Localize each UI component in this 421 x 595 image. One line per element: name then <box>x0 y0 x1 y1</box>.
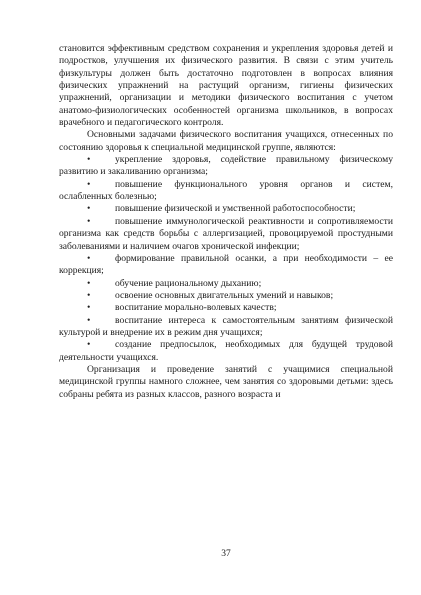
task-item <box>59 216 393 253</box>
task-item <box>59 253 393 278</box>
task-item <box>59 290 393 302</box>
task-item-text: повышение иммунологической реактивности и сопротивляемости организма как средств борьбы с аллергизацией, провоцируемой простудными заболеваниями и наличием очагов хронической инфекции; <box>59 215 393 252</box>
task-item-text: воспитание интереса к самостоятельным занятиям физической культурой и внедрение их в режим дня учащихся; <box>59 314 393 338</box>
bullet-icon: • <box>87 154 91 166</box>
task-item-text: обучение рациональному дыханию; <box>115 277 262 289</box>
bullet-icon: • <box>87 314 91 326</box>
task-item-text: формирование правильной осанки, а при необходимости – ее коррекция; <box>59 252 393 277</box>
bullet-icon: • <box>87 252 91 264</box>
page-number: 37 <box>221 549 231 559</box>
bullet-icon: • <box>87 277 91 289</box>
task-item <box>59 179 393 204</box>
task-item-text: освоение основных двигательных умений и навыков; <box>115 289 334 301</box>
task-item-text: укрепление здоровья, содействие правильному физическому развитию и закаливанию организма; <box>59 154 393 178</box>
task-item-text: воспитание морально-волевых качеств; <box>115 302 277 314</box>
bullet-icon: • <box>87 289 91 301</box>
bullet-icon: • <box>87 178 91 190</box>
task-item <box>59 339 393 364</box>
closing-paragraph: Организация и проведение занятий с учащимися специальной медицинской группы намного сложнее, чем занятия со здоровыми детьми: здесь собраны ребята из разных классов, разного возраста и <box>59 363 393 400</box>
task-item <box>59 203 393 215</box>
task-item <box>59 278 393 290</box>
bullet-icon: • <box>87 203 91 215</box>
tasks-intro-paragraph: Основными задачами физического воспитания учащихся, отнесенных по состоянию здоровья к специальной медицинской группе, являются: <box>59 129 393 153</box>
task-item-text: повышение физической и умственной работоспособности; <box>115 203 356 215</box>
bullet-icon: • <box>87 302 91 314</box>
task-item-text: создание предпосылок, необходимых для будущей трудовой деятельности учащихся. <box>59 339 393 363</box>
task-item <box>59 315 393 340</box>
task-item <box>59 302 393 314</box>
bullet-icon: • <box>87 339 91 351</box>
page-body <box>59 43 393 401</box>
intro-paragraph: становится эффективным средством сохранения и укрепления здоровья детей и подростков, улучшения их физического развития. В связи с этим учитель физкультуры должен быть достаточно подготовлен в вопросах влияния физических упражнений на растущий организм, гигиены физических упражнений, организации и методики физического воспитания с учетом анатомо-физиологических особенностей организма школьников, в вопросах врачебного и педагогического контроля. <box>59 43 393 129</box>
bullet-icon: • <box>87 215 91 227</box>
task-item <box>59 154 393 179</box>
task-item-text: повышение функционального уровня органов и систем, ослабленных болезнью; <box>59 178 393 203</box>
